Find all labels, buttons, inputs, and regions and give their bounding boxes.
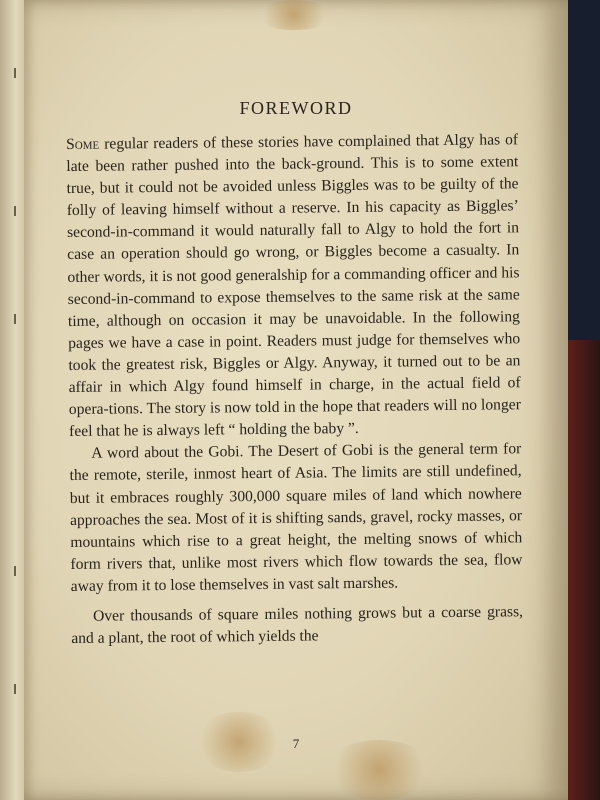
page-edge-mark — [14, 684, 16, 694]
paragraph-1-text: regular readers of these stories have complained that Algy has of late been rather pushed into the back-ground. This is to some extent true, but it could not be avoided unless Biggles was to be guilty of the folly of leaving himself without a reserve. In his capacity as Biggles’ second-in-command it would naturally fall to Algy to hold the fort in case an operation should go wrong, or Biggles become a casualty. In other words, it is not good generalship for a commanding officer and his second-in-command to expose themselves to the same risk at the same time, although on occasion it may be unavoidable. In the following pages we have a case in point. Readers must judge for themselves who took the greatest risk, Biggles or Algy. Anyway, it turned out to be an affair in which Algy found himself in charge, in the actual field of opera-tions. The story is now told in the hope that readers will no longer feel that he is always left “ holding the baby ”. — [66, 131, 521, 441]
paragraph-2: A word about the Gobi. The Desert of Gobi is the general term for the remote, sterile, inmost heart of Asia. The limits are still undefined, but it embraces roughly 300,000 square miles of land which nowhere approaches the sea. Most of it is shifting sands, gravel, rocky masses, or mountains which rise to a great height, the melting snows of which form rivers that, unlike most rivers which flow towards the sea, flow away from it to lose themselves in vast salt marshes. — [69, 440, 523, 595]
lead-in-word: Some — [66, 135, 100, 153]
page-edge-mark — [14, 206, 16, 216]
book-page — [24, 0, 568, 800]
page-edge-mark — [14, 314, 16, 324]
page-edge-mark — [14, 566, 16, 576]
page-number: 7 — [292, 736, 300, 751]
previous-page-edge — [0, 0, 26, 800]
page-heading: FOREWORD — [239, 98, 353, 118]
paper-stain — [254, 0, 334, 30]
page-edge-mark — [14, 68, 16, 78]
paragraph-3: Over thousands of square miles nothing grows but a coarse grass, and a plant, the root of which yields the — [71, 603, 524, 648]
body-text — [66, 129, 523, 650]
paragraph-1 — [66, 129, 521, 443]
